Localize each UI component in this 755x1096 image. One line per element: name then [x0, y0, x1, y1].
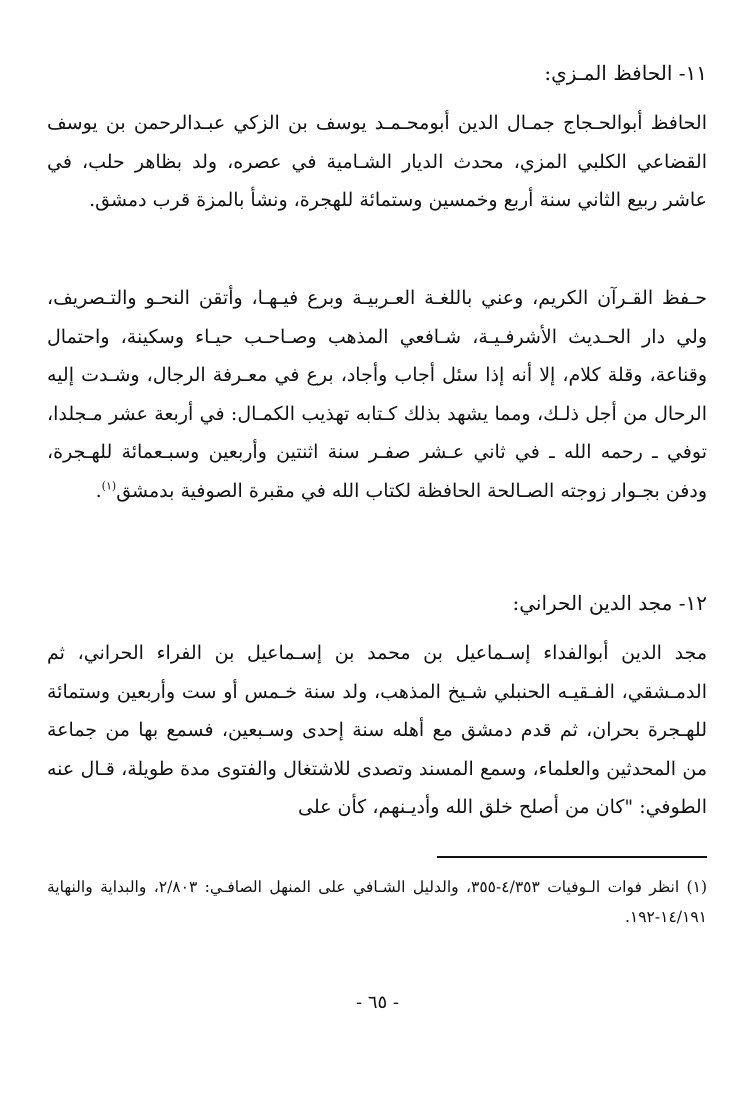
entry-11-heading: ١١- الحافظ المـزي:: [544, 61, 707, 85]
footnote-reference: (١): [101, 479, 117, 493]
entry-12-paragraph-1: مجد الدين أبوالفداء إسـماعيل بن محمد بن إسـماعيل بن الفراء الحراني، ثم الدمـشقي، الفـقيـه الحنبلي شـيخ المذهب، ولد سنة خـمس أو ست وأربعين وستمائة للهـجرة بحران، ثم قدم دمشق مع أهله سنة إحدى وسـبعين، فسمع بها من جماعة من المحدثين والعلماء، وسمع المسند وتصدى للاشتغال والفتوى مدة طويلة، قـال عنه الطوفي: "كان من أصلح خلق الله وأديـنهم، كأن على: [47, 642, 707, 819]
entry-11-paragraph-2-text: حـفظ القـرآن الكريم، وعني باللغـة العـربيـة وبرع فيـهـا، وأتقن النحـو والتـصريف، ولي دار الحـديث الأشرفـيـة، شـافعي المذهب وصـاحـب حيـاء وسكينة، واحتمال وقناعة، وقلة كلام، إلا أنه إذا سئل أجاب وأجاد، برع في معـرفة الرجال، وشـدت إليه الرحال من أجل ذلـك، ومما يشهد بذلك كـتابه تهذيب الكمـال: في أربعة عشر مـجلدا، توفي ـ رحمه الله ـ في ثاني عـشر صفـر سنة اثنتين وأربعين وسبـعمائة للهـجرة، ودفن بجـوار زوجته الصـالحة الحافظة لكتاب الله في مقبرة الصوفية بدمشق: [47, 287, 707, 502]
page-number: - ٦٥ -: [356, 992, 399, 1013]
entry-12-heading: ١٢- مجد الدين الحراني:: [512, 591, 707, 615]
entry-11-paragraph-2: [47, 279, 707, 511]
entry-11-paragraph-1: الحافظ أبوالحـجاج جمـال الدين أبومحـمـد يوسف بن الزكي عبـدالرحمن بن يوسف القضاعي الكلبي المزي، محدث الديار الشـامية في عصره، ولد بظاهر حلب، في عاشر ربيع الثاني سنة أربع وخمسين وستمائة للهجرة، ونشأ بالمزة قرب دمشق.: [47, 112, 707, 212]
footnote-text: (١) انظر فوات الـوفيات ٤/٣٥٣-٣٥٥، والدليل الشـافي على المنهل الصافـي: ٢/٨٠٣، والبداية والنهاية ١٤/١٩١-١٩٢.: [47, 878, 707, 926]
footnote-separator: [437, 856, 707, 858]
entry-11-paragraph-2-end: .: [95, 479, 102, 502]
